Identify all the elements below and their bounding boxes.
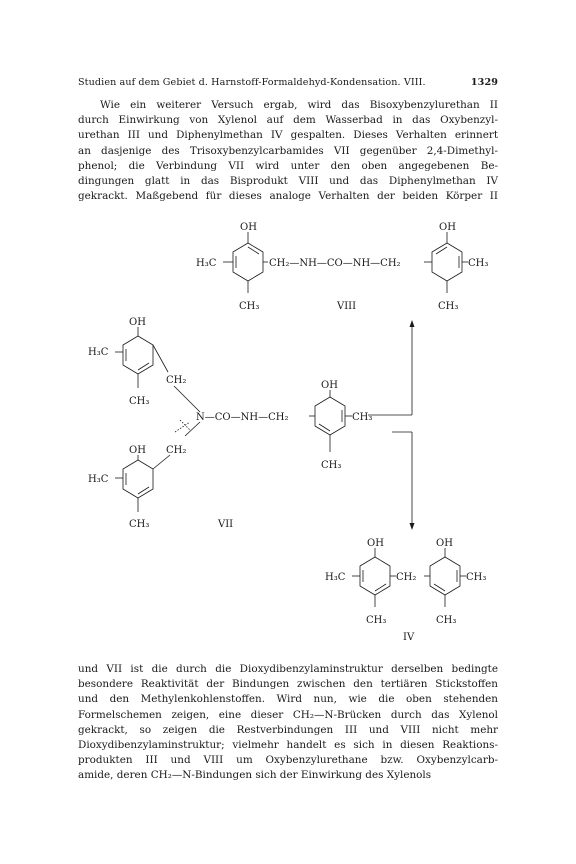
paragraph-top	[78, 98, 498, 204]
paragraph-line: gekrackt. Maßgebend für dieses analoge Verhalten der beiden Körper II	[78, 190, 498, 203]
methyl-label: CH₃	[129, 519, 150, 530]
paragraph-line: gekrackt, so zeigen die Restverbindungen III und VIII nicht mehr	[78, 723, 498, 736]
paragraph-line: dingungen glatt in das Bisprodukt VIII und das Diphenylmethan IV	[78, 174, 498, 187]
methyl-label: H₃C	[325, 572, 346, 583]
oh-label: OH	[367, 538, 384, 549]
bridge-chain-label: N—CO—NH—CH₂	[196, 412, 289, 423]
paragraph-line: durch Einwirkung von Xylenol auf dem Wasserbad in das Oxybenzyl-	[78, 114, 498, 127]
arrow-up-icon	[410, 320, 415, 327]
running-title: Studien auf dem Gebiet d. Harnstoff-Formaldehyd-Kondensation. VIII.	[78, 77, 426, 88]
benzene-ring	[360, 557, 390, 595]
methyl-label: H₃C	[88, 347, 109, 358]
benzene-ring	[315, 397, 345, 435]
paragraph-line: amide, deren CH₂—N-Bindungen sich der Einwirkung des Xylenols	[78, 769, 432, 782]
paragraph-line: phenol; die Verbindung VII wird unter den oben angegebenen Be-	[78, 159, 498, 172]
methylene-label: CH₂	[396, 572, 417, 583]
paragraph-line: Formelschemen zeigen, eine dieser CH₂—N-Brücken durch das Xylenol	[78, 708, 498, 721]
methyl-label: CH₃	[436, 615, 457, 626]
methyl-label: CH₃	[466, 572, 487, 583]
benzene-ring	[432, 243, 462, 281]
oh-label: OH	[240, 222, 257, 233]
oh-label: OH	[439, 222, 456, 233]
methyl-label: CH₃	[366, 615, 387, 626]
compound-number: VIII	[337, 301, 357, 312]
methyl-label: H₃C	[88, 474, 109, 485]
benzene-ring	[123, 336, 153, 374]
compound-viii	[196, 222, 488, 312]
methyl-label: H₃C	[196, 258, 217, 269]
arrow-down-icon	[410, 523, 415, 530]
paragraph-line: und den Methylenkohlenstoffen. Wird nun, wie die oben stehenden	[78, 693, 498, 706]
methyl-label: CH₃	[321, 460, 342, 471]
benzene-ring	[123, 460, 153, 498]
methyl-label: CH₃	[239, 301, 260, 312]
oh-label: OH	[129, 445, 146, 456]
benzene-ring	[430, 557, 460, 595]
paragraph-line: Wie ein weiterer Versuch ergab, wird das Bisoxybenzylurethan II	[100, 99, 498, 111]
compound-number: IV	[403, 632, 415, 643]
reaction-arrows	[368, 320, 415, 530]
methyl-label: CH₃	[352, 412, 373, 423]
methylene-label: CH₂	[166, 375, 187, 386]
bridge-chain-label: CH₂—NH—CO—NH—CH₂	[269, 258, 401, 269]
compound-iv	[325, 538, 486, 643]
benzene-ring	[233, 243, 263, 281]
paragraph-line: Dioxydibenzylaminstruktur; vielmehr handelt es sich in diesen Reaktions-	[78, 738, 498, 751]
paragraph-line: urethan III und Diphenylmethan IV gespalten. Dieses Verhalten erinnert	[78, 129, 498, 142]
methyl-label: CH₃	[468, 258, 489, 269]
oh-label: OH	[321, 380, 338, 391]
compound-vii	[88, 317, 372, 530]
oh-label: OH	[436, 538, 453, 549]
paragraph-line: produkten III und VIII um Oxybenzylurethane bzw. Oxybenzylcarb-	[78, 754, 498, 767]
paragraph-bottom	[78, 662, 498, 784]
running-head	[78, 77, 498, 88]
paragraph-line: und VII ist die durch die Dioxydibenzylaminstruktur derselben bedingte	[78, 663, 498, 675]
methylene-label: CH₂	[166, 445, 187, 456]
paragraph-line: besondere Reaktivität der Bindungen zwischen den tertiären Stickstoffen	[78, 678, 498, 691]
methyl-label: CH₃	[438, 301, 459, 312]
methyl-label: CH₃	[129, 396, 150, 407]
page-number: 1329	[470, 77, 498, 88]
compound-number: VII	[218, 519, 234, 530]
oh-label: OH	[129, 317, 146, 328]
paragraph-line: an dasjenige des Trisoxybenzylcarbamides VII gegenüber 2,4-Dimethyl-	[78, 144, 498, 157]
